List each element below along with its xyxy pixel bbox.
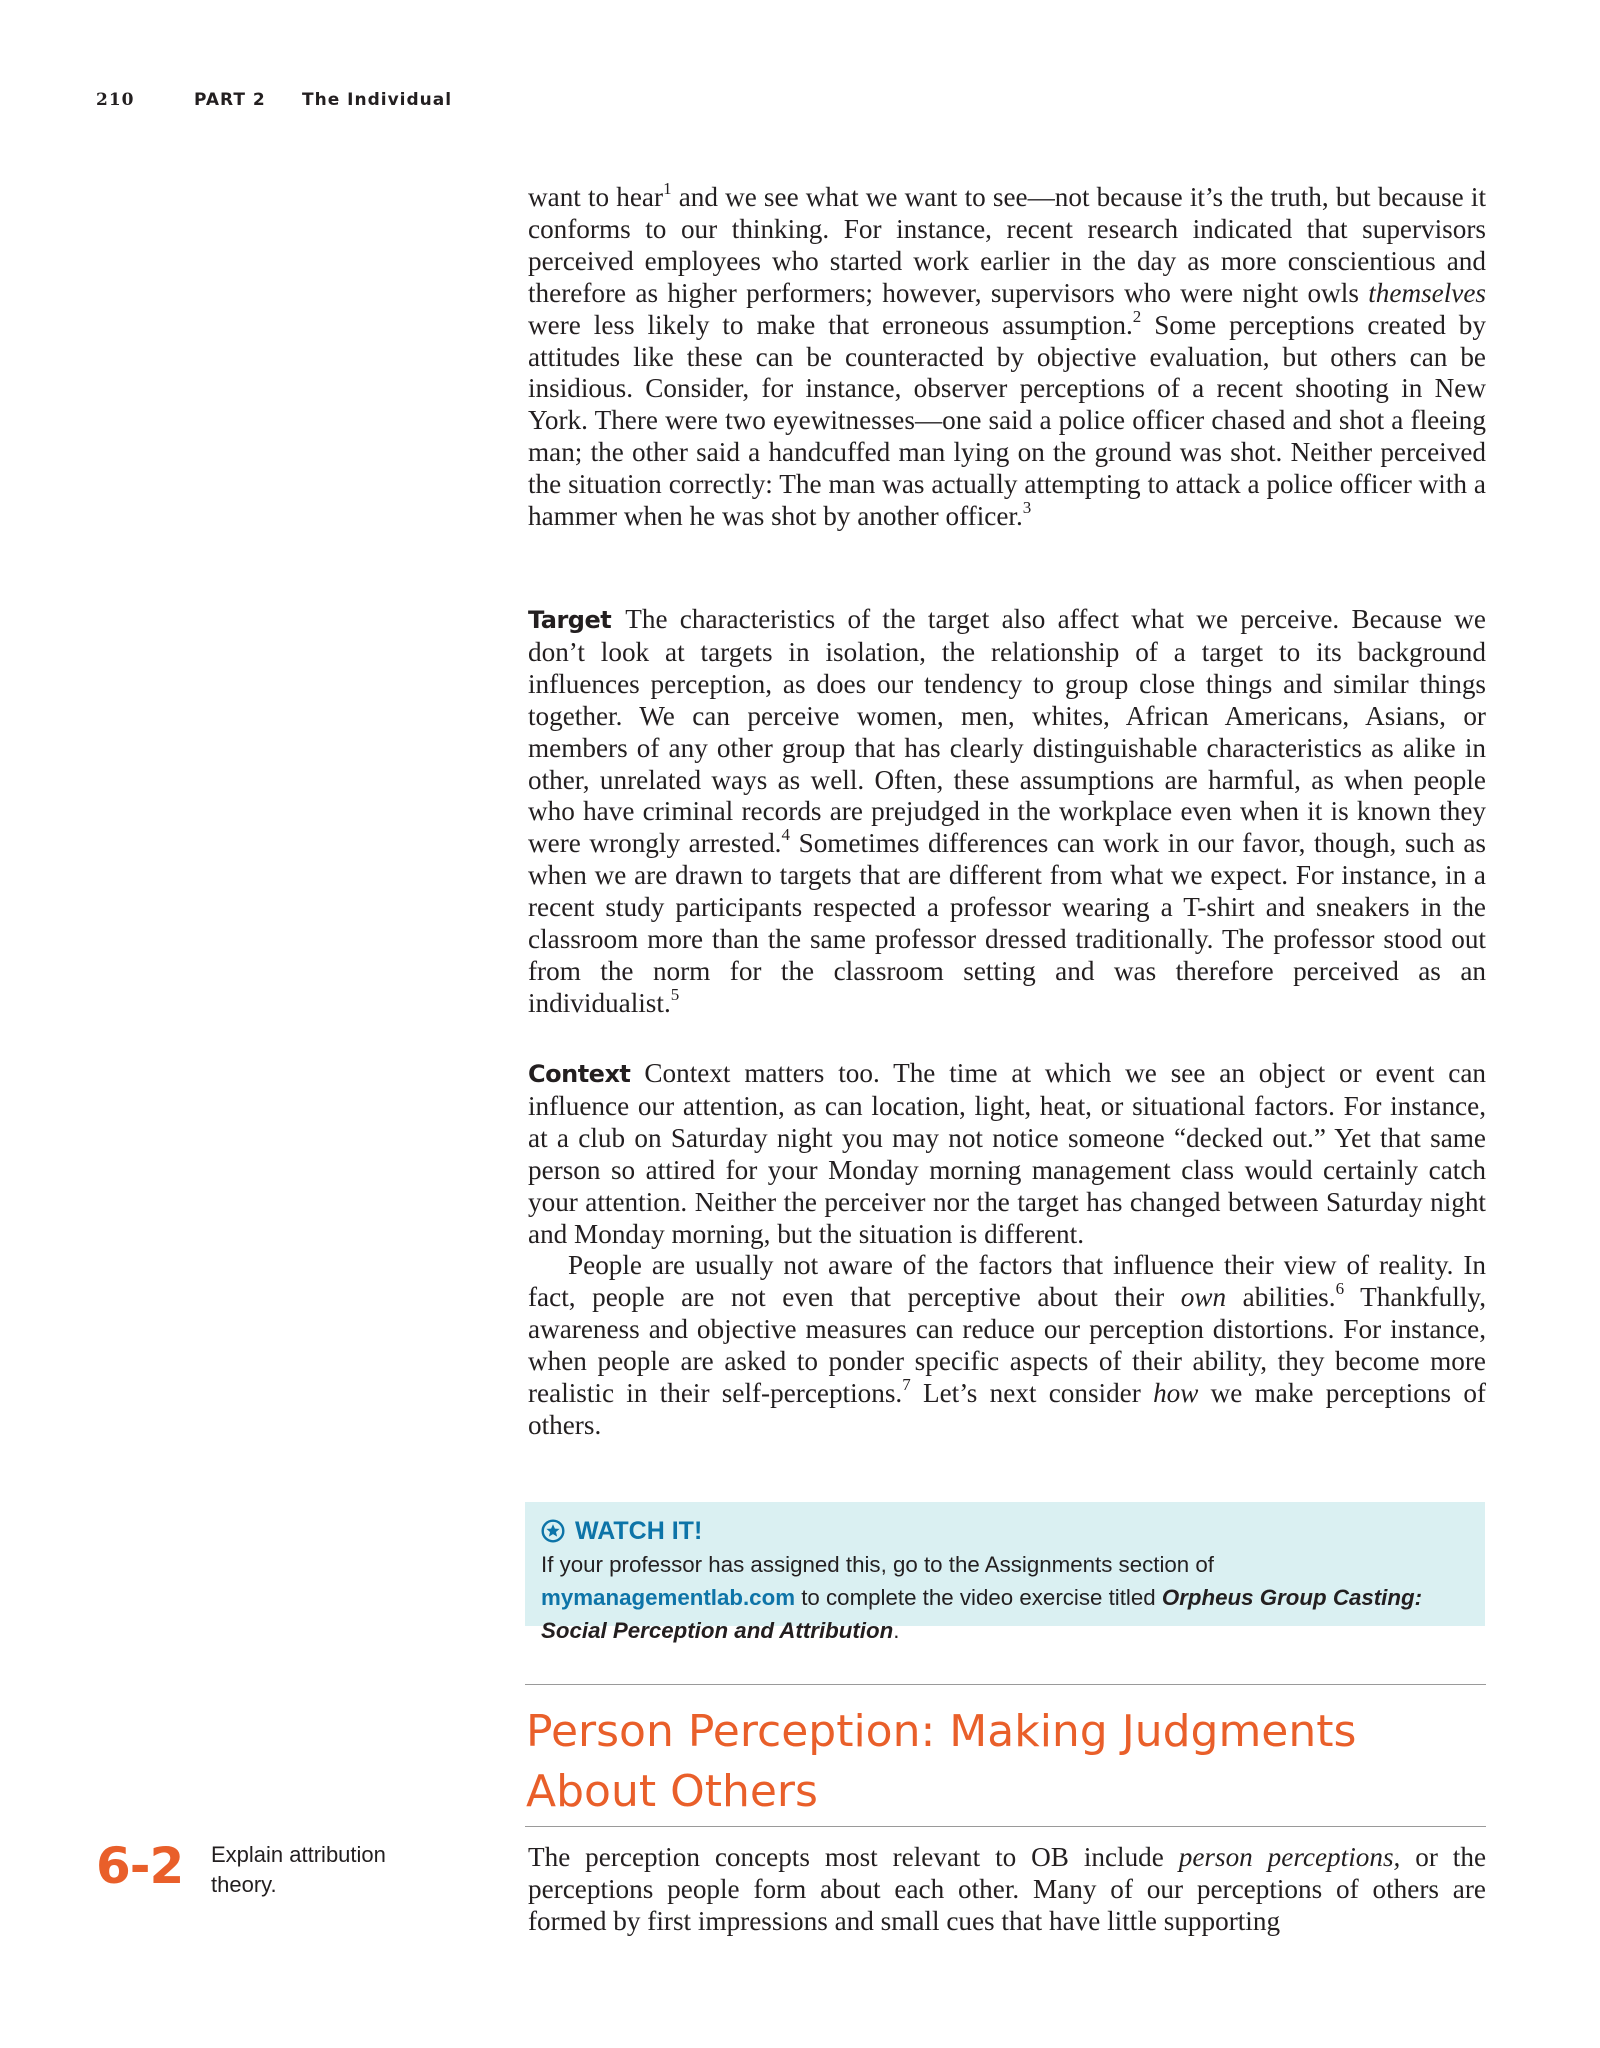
footnote-ref-2[interactable]: 2 (1132, 306, 1142, 326)
running-head (96, 90, 452, 116)
body-paragraph-1: want to hear$^1$ and we see what we want to see—not because it’s the truth, but because it conforms to our thinking. For instance, recent research indicated that supervisors perceived employees who started work earlier in the day as more conscientious and therefore as higher performers; however, supervisors who were night owls themselves were less likely to make that erroneous assumption.$^2$ Some perceptions created by attitudes like these can be counteracted by objective evaluation, but others can be insidious. Consider, for instance, observer perceptions of a recent shooting in New York. There were two eyewitnesses—one said a police officer chased and shot a fleeing man; the other said a handcuffed man lying on the ground was shot. Neither perceived the situation correctly: The man was actually attempting to attack a police officer with a hammer when he was shot by another officer.$^3$ (528, 178, 1486, 532)
learning-objective-number: 6-2 (96, 1837, 184, 1895)
footnote-ref-6[interactable]: 6 (1335, 1279, 1345, 1299)
runin-heading-context: Context (528, 1060, 631, 1088)
footnote-ref-4[interactable]: 4 (781, 825, 790, 845)
part-label: PART 2 (194, 90, 266, 110)
watch-it-heading: WATCH IT! (541, 1516, 1471, 1546)
body-paragraph-person-perception: The perception concepts most relevant to OB include person perceptions, or the perceptions people form about each other. Many of our perceptions of others are formed by first impressions and small cues that have little supporting (528, 1842, 1487, 1936)
learning-objective-text: Explain attribution theory. (211, 1842, 386, 1897)
body-paragraph-target: Target The characteristics of the target also affect what we perceive. Because we don’t look at targets in isolation, the relationship of a target to its background influences perception, as does our tendency to group close things and similar things together. We can perceive women, men, whites, African Americans, Asians, or members of any other group that has clearly distinguishable characteristics as alike in other, unrelated ways as well. Often, these assumptions are harmful, as when people who have criminal records are prejudged in the workplace even when it is known they were wrongly arrested.$^4$ Sometimes differences can work in our favor, though, such as when we are drawn to targets that are different from what we expect. For instance, in a recent study participants respected a professor wearing a T-shirt and sneakers in the classroom more than the same professor dressed traditionally. The professor stood out from the norm for the classroom setting and was therefore perceived as an individualist.$^5$ (528, 604, 1486, 1018)
video-title: Orpheus Group Casting: Social Perception and Attribution (541, 1585, 1423, 1643)
section-rule-top (525, 1684, 1486, 1685)
runin-heading-target: Target (528, 606, 612, 634)
star-circle-icon (541, 1519, 565, 1543)
part-title: The Individual (302, 90, 453, 110)
footnote-ref-1[interactable]: 1 (663, 178, 672, 198)
footnote-ref-5[interactable]: 5 (670, 984, 680, 1004)
watch-it-text: If your professor has assigned this, go to the Assignments section of mymanagementlab.com to complete the video exercise titled Orpheus Group Casting: Social Perception and Attribution. (541, 1552, 1423, 1643)
footnote-ref-7[interactable]: 7 (902, 1375, 911, 1394)
section-rule-bottom (525, 1826, 1486, 1827)
page-number: 210 (96, 90, 135, 110)
watch-it-callout (525, 1502, 1485, 1643)
footnote-ref-3[interactable]: 3 (1022, 498, 1032, 517)
section-heading: Person Perception: Making Judgments About Others (526, 1706, 1357, 1817)
mymanagementlab-link[interactable]: mymanagementlab.com (541, 1585, 796, 1610)
body-paragraph-context: Context Context matters too. The time at which we see an object or event can influence our attention, as can location, light, heat, or situational factors. For instance, at a club on Saturday night you may not notice someone “decked out.” Yet that same person so attired for your Monday morning management class would certainly catch your attention. Neither the perceiver nor the target has changed between Saturday night and Monday morning, but the situation is different. People are usually not aware of the factors that influence their view of reality. In fact, people are not even that perceptive about their own abilities.$^6$ Thankfully, awareness and objective measures can reduce our perception distortions. For instance, when people are asked to ponder specific aspects of their ability, they become more realistic in their self-perceptions.$^7$ Let’s next consider how we make perceptions of others. (528, 1058, 1486, 1440)
